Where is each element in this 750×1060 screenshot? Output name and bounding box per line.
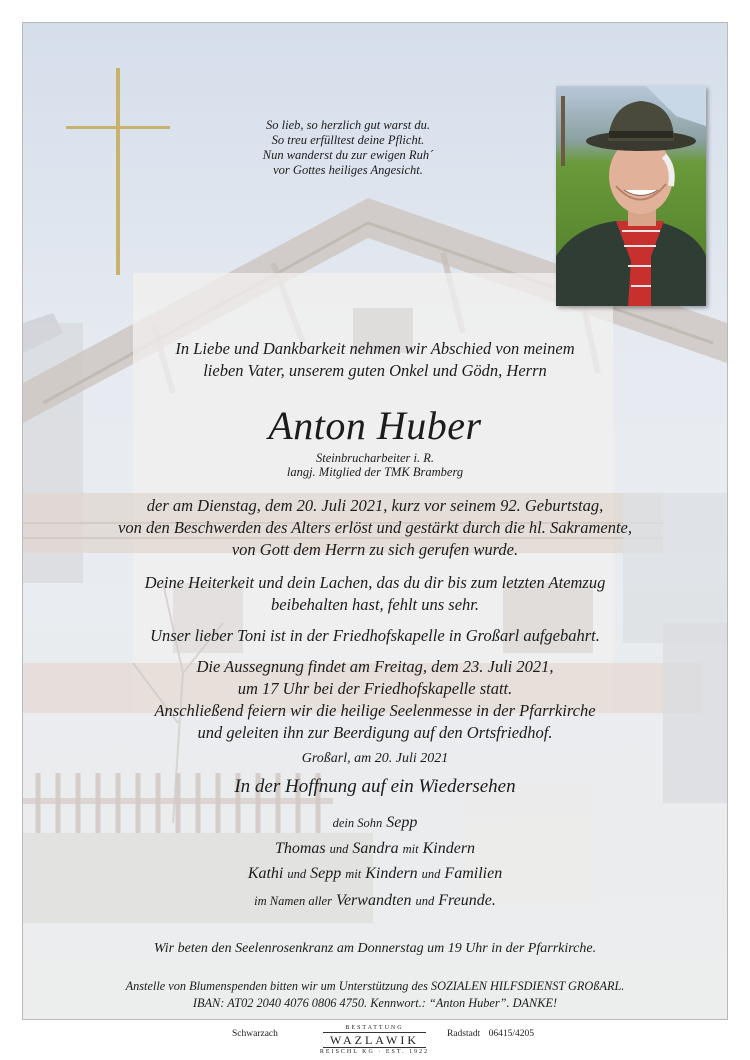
portrait-photo (556, 86, 706, 306)
conjunction: und (287, 867, 307, 881)
verse-line: So treu erfülltest deine Pflicht. (271, 133, 425, 147)
mourner-son (0, 814, 750, 832)
funeral-home-logo (317, 1024, 432, 1056)
brand-top: BESTATTUNG (345, 1025, 404, 1031)
funeral-line: Anschließend feiern wir die heilige Seelenmesse in der Pfarrkirche (154, 701, 596, 720)
mourner-name: Verwandten (335, 892, 412, 909)
son-name: Sepp (386, 814, 418, 831)
intro-line: In Liebe und Dankbarkeit nehmen wir Abschied von meinem (175, 339, 575, 358)
tribute-line: Deine Heiterkeit und dein Lachen, das du dir bis zum letzten Atemzug (144, 573, 606, 592)
mourner-name: Freunde. (438, 892, 496, 909)
footer-location-right-name: Radstadt (447, 1029, 481, 1039)
mourner-name: Familien (444, 865, 503, 882)
rosary-notice: Wir beten den Seelenrosenkranz am Donnerstag um 19 Uhr in der Pfarrkirche. (153, 941, 597, 956)
tribute-line: beibehalten hast, fehlt uns sehr. (270, 595, 480, 614)
conjunction: mit (345, 867, 362, 881)
death-line: von den Beschwerden des Alters erlöst und gestärkt durch die hl. Sakramente, (118, 518, 632, 537)
mourner-name: Kindern (365, 865, 418, 882)
place-date: Großarl, am 20. Juli 2021 (301, 751, 449, 766)
intro-line: lieben Vater, unserem guten Onkel und Gödn, Herrn (203, 361, 547, 380)
mourner-name: Kindern (422, 840, 476, 857)
verse-line: vor Gottes heiliges Angesicht. (273, 163, 423, 177)
memorial-verse (223, 118, 473, 178)
footer-location-left: Schwarzach (232, 1029, 278, 1039)
mourner-name: Sandra (352, 840, 399, 857)
conjunction: und (329, 842, 349, 856)
footer-phone: 06415/4205 (488, 1029, 535, 1039)
occupation: Steinbrucharbeiter i. R. (315, 451, 435, 465)
mourner-name: Thomas (274, 840, 326, 857)
mourner-name: Kathi (247, 865, 284, 882)
conjunction: und (415, 894, 435, 908)
mourner-line (0, 892, 750, 910)
verse-line: Nun wanderst du zur ewigen Ruh´ (262, 148, 434, 162)
brand-bottom: REISCHL KG · EST. 1922 (319, 1049, 430, 1055)
brand-name: WAZLAWIK (323, 1032, 426, 1048)
mourner-line (0, 840, 750, 858)
laid-out-notice: Unser lieber Toni ist in der Friedhofskapelle in Großarl aufgebahrt. (150, 626, 600, 645)
conjunction: und (421, 867, 441, 881)
conjunction: im Namen aller (254, 894, 332, 908)
membership: langj. Mitglied der TMK Bramberg (286, 465, 464, 479)
death-line: der am Dienstag, dem 20. Juli 2021, kurz vor seinem 92. Geburtstag, (146, 496, 604, 515)
footer (0, 1024, 750, 1054)
deceased-name: Anton Huber (268, 403, 482, 448)
son-prefix: dein Sohn (332, 816, 383, 830)
mourner-line (0, 865, 750, 883)
verse-line: So lieb, so herzlich gut warst du. (266, 118, 430, 132)
donation-line: IBAN: AT02 2040 4076 0806 4750. Kennwort.: “Anton Huber”. DANKE! (192, 996, 558, 1010)
funeral-line: und geleiten ihn zur Beerdigung auf den Ortsfriedhof. (197, 723, 553, 742)
death-line: von Gott dem Herrn zu sich gerufen wurde. (231, 540, 519, 559)
conjunction: mit (402, 842, 419, 856)
funeral-line: um 17 Uhr bei der Friedhofskapelle statt. (237, 679, 513, 698)
hope-line: In der Hoffnung auf ein Wiedersehen (234, 776, 516, 797)
funeral-line: Die Aussegnung findet am Freitag, dem 23. Juli 2021, (196, 657, 554, 676)
footer-location-right (447, 1029, 534, 1039)
mourner-name: Sepp (310, 865, 342, 882)
donation-line: Anstelle von Blumenspenden bitten wir um Unterstützung des SOZIALEN HILFSDIENST GROßARL. (125, 979, 625, 993)
